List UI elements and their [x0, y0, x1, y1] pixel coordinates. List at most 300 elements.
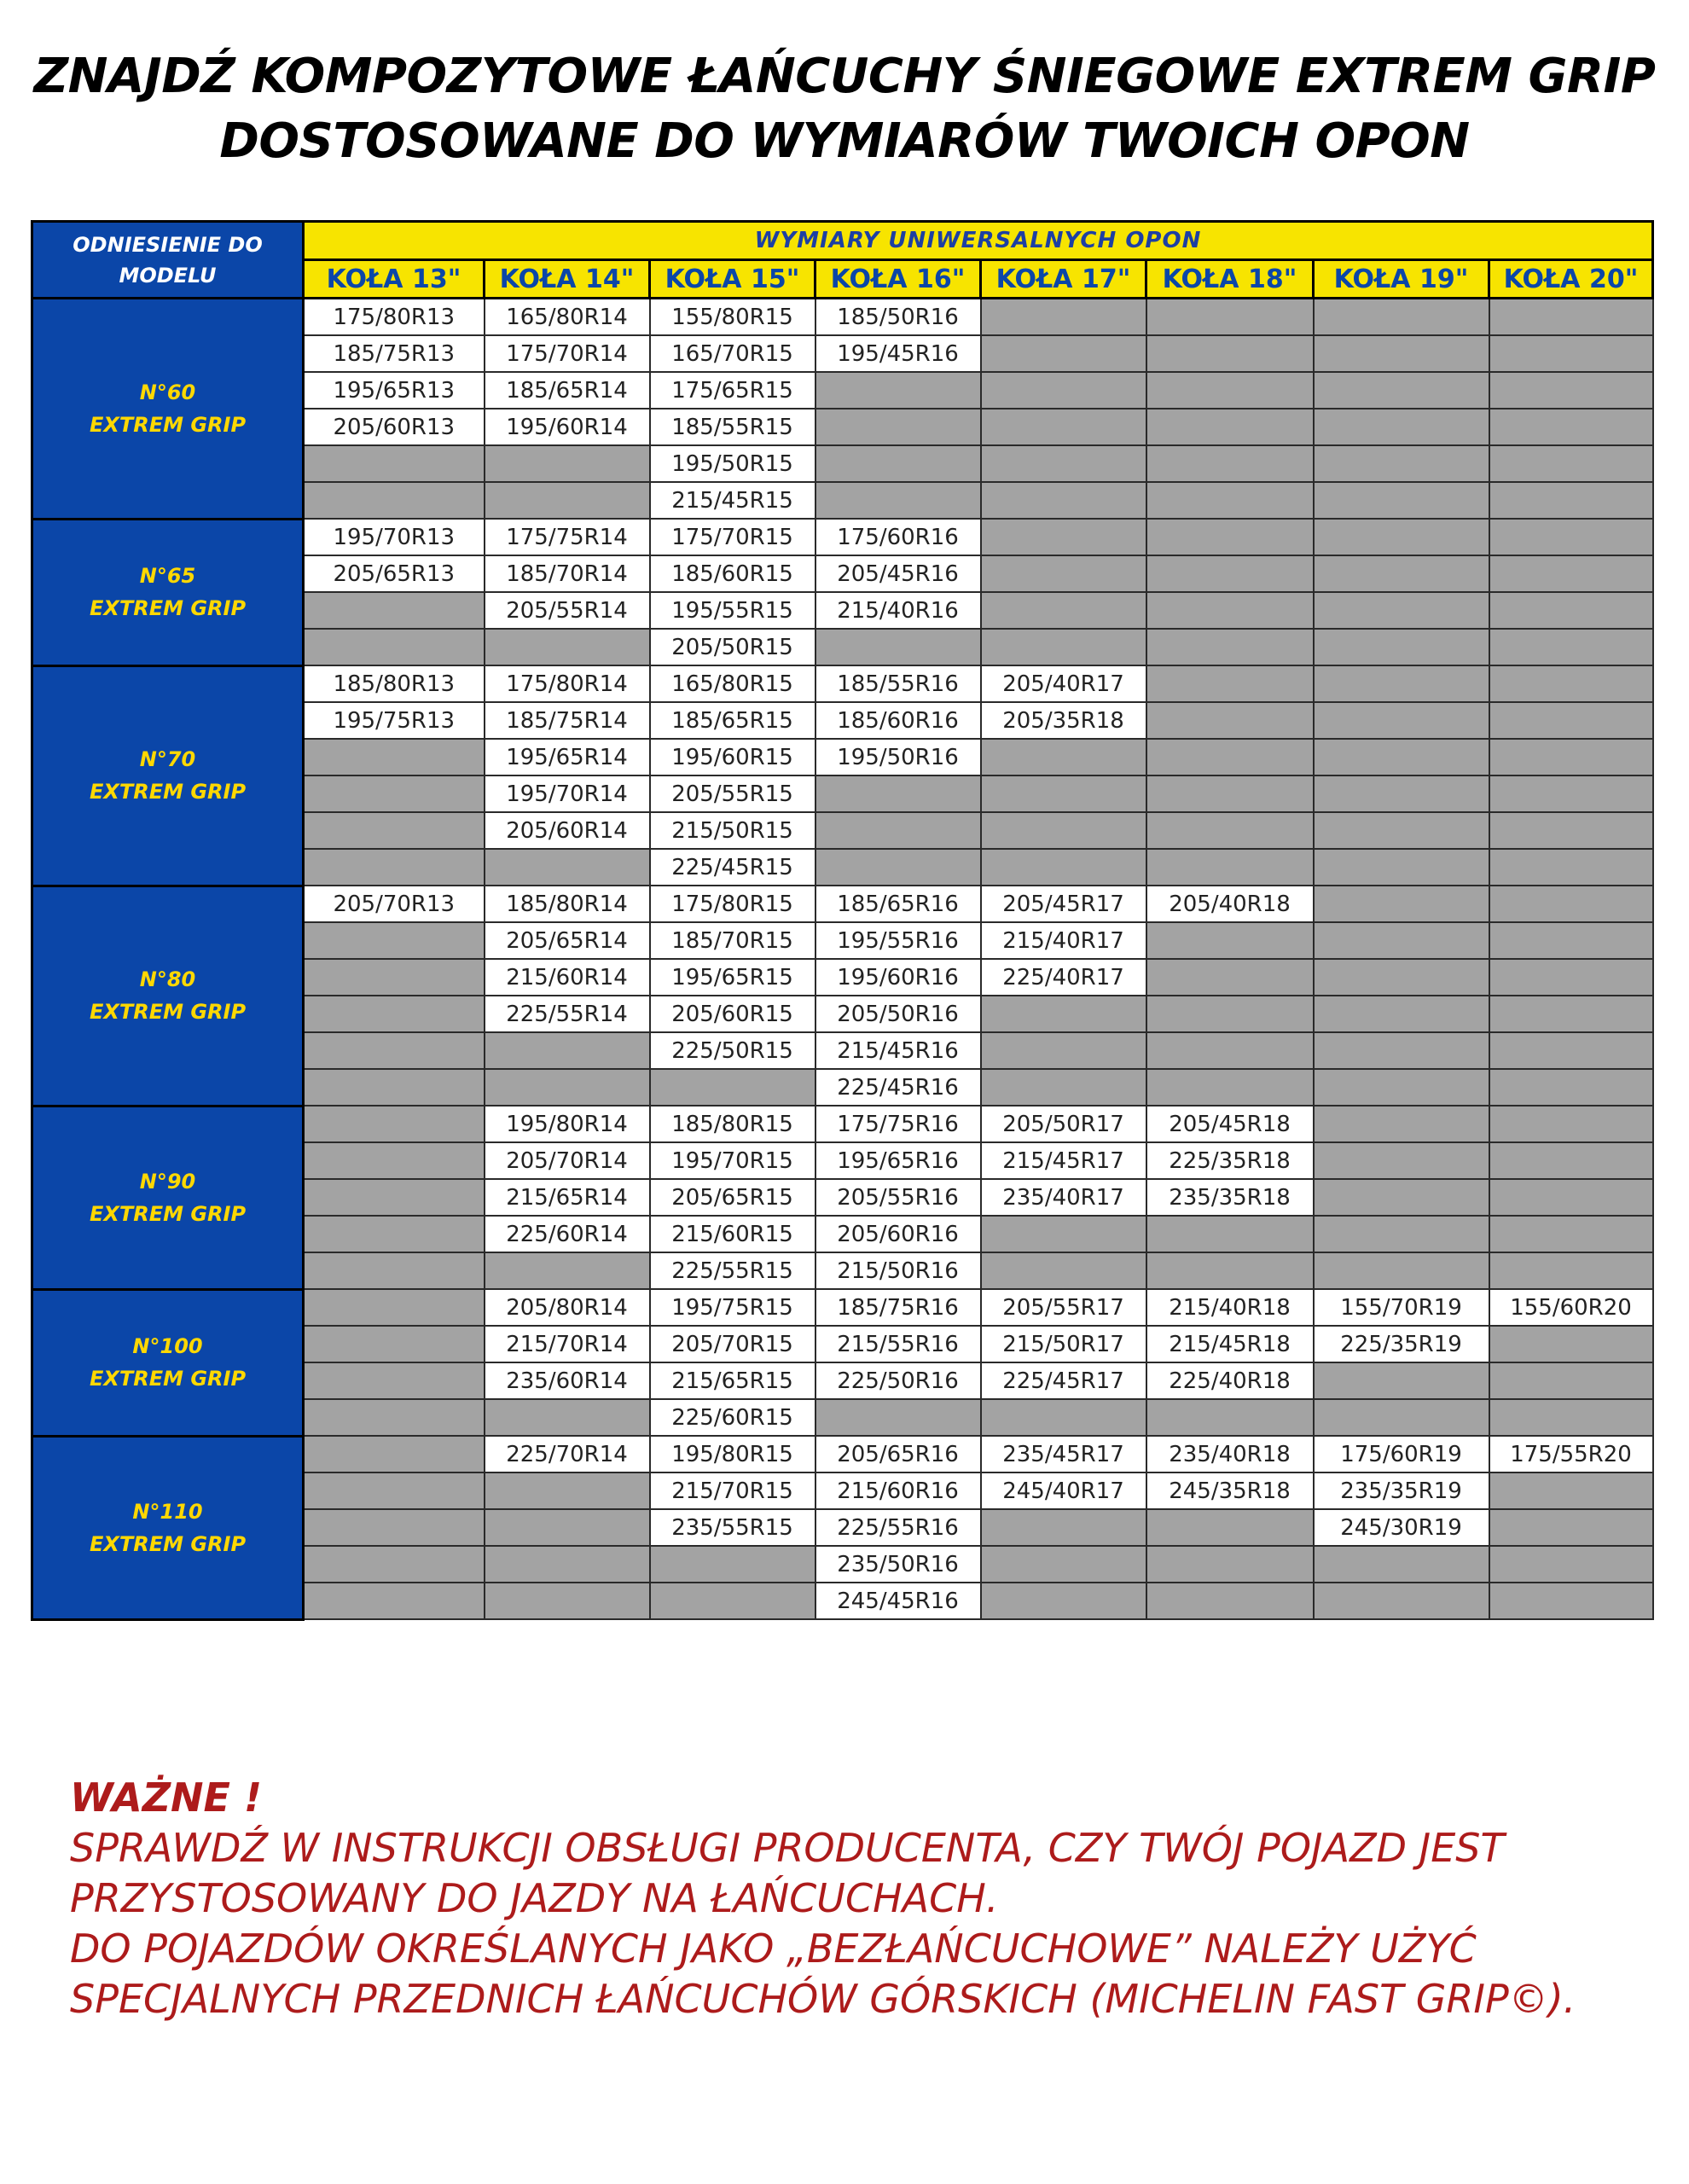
- empty-cell: [485, 1399, 650, 1436]
- empty-cell: [1314, 996, 1489, 1032]
- tire-size-cell: 185/75R13: [304, 335, 485, 372]
- tire-size-cell: 175/60R16: [815, 519, 981, 555]
- tire-size-cell: 205/50R15: [650, 629, 815, 665]
- model-number: N°70: [139, 747, 196, 771]
- title-line-1: ZNAJDŹ KOMPOZYTOWE ŁAŃCUCHY ŚNIEGOWE EXTREM GRIP: [33, 49, 1656, 104]
- empty-cell: [815, 409, 981, 445]
- empty-cell: [1489, 775, 1653, 812]
- table-body: [32, 299, 1653, 1620]
- empty-cell: [1146, 922, 1314, 959]
- tire-size-cell: 235/40R17: [981, 1179, 1146, 1216]
- tire-size-cell: 185/55R15: [650, 409, 815, 445]
- empty-cell: [1314, 886, 1489, 922]
- model-name: EXTREM GRIP: [89, 780, 247, 804]
- model-cell: [32, 299, 304, 520]
- empty-cell: [981, 812, 1146, 849]
- empty-cell: [304, 1252, 485, 1289]
- empty-cell: [981, 445, 1146, 482]
- model-header-line-2: MODELU: [119, 263, 217, 288]
- tire-size-cell: 195/75R13: [304, 702, 485, 739]
- tire-size-cell: 225/40R17: [981, 959, 1146, 996]
- tire-size-cell: 205/65R16: [815, 1436, 981, 1472]
- empty-cell: [1489, 922, 1653, 959]
- model-name: EXTREM GRIP: [89, 1201, 247, 1226]
- empty-cell: [1489, 1546, 1653, 1583]
- tire-size-cell: 195/60R14: [485, 409, 650, 445]
- empty-cell: [1146, 1546, 1314, 1583]
- empty-cell: [485, 1546, 650, 1583]
- tire-size-cell: 215/40R18: [1146, 1289, 1314, 1326]
- tire-size-cell: 175/75R14: [485, 519, 650, 555]
- empty-cell: [304, 592, 485, 629]
- tire-size-cell: 155/80R15: [650, 299, 815, 336]
- empty-cell: [485, 1472, 650, 1509]
- empty-cell: [981, 1509, 1146, 1546]
- model-cell: [32, 519, 304, 665]
- tire-size-cell: 225/70R14: [485, 1436, 650, 1472]
- empty-cell: [1146, 739, 1314, 775]
- empty-cell: [304, 1142, 485, 1179]
- empty-cell: [304, 1399, 485, 1436]
- note-line: SPRAWDŹ W INSTRUKCJI OBSŁUGI PRODUCENTA, CZY TWÓJ POJAZD JEST: [70, 1825, 1505, 1871]
- table-row: [32, 299, 1653, 336]
- empty-cell: [1146, 592, 1314, 629]
- tire-size-cell: 175/65R15: [650, 372, 815, 409]
- empty-cell: [1146, 555, 1314, 592]
- tire-size-cell: 195/75R15: [650, 1289, 815, 1326]
- tire-size-cell: 205/50R16: [815, 996, 981, 1032]
- tire-size-cell: 215/60R14: [485, 959, 650, 996]
- empty-cell: [1146, 519, 1314, 555]
- empty-cell: [304, 1583, 485, 1619]
- tire-size-cell: 195/70R15: [650, 1142, 815, 1179]
- page-title: [0, 44, 1689, 174]
- tire-size-cell: 165/80R15: [650, 665, 815, 702]
- empty-cell: [815, 482, 981, 519]
- empty-cell: [1489, 1032, 1653, 1069]
- empty-cell: [1489, 482, 1653, 519]
- header-row-1: [32, 222, 1653, 260]
- empty-cell: [981, 1252, 1146, 1289]
- empty-cell: [304, 1509, 485, 1546]
- note-line: DO POJAZDÓW OKREŚLANYCH JAKO „BEZŁAŃCUCHOWE” NALEŻY UŻYĆ: [70, 1926, 1477, 1972]
- empty-cell: [1146, 996, 1314, 1032]
- empty-cell: [1489, 702, 1653, 739]
- empty-cell: [981, 299, 1146, 336]
- tire-size-cell: 195/55R15: [650, 592, 815, 629]
- tire-size-cell: 225/35R19: [1314, 1326, 1489, 1362]
- tire-size-cell: 215/45R18: [1146, 1326, 1314, 1362]
- tire-size-cell: 215/45R17: [981, 1142, 1146, 1179]
- empty-cell: [1314, 555, 1489, 592]
- empty-cell: [815, 849, 981, 886]
- tire-size-cell: 185/60R15: [650, 555, 815, 592]
- empty-cell: [1146, 959, 1314, 996]
- empty-cell: [304, 996, 485, 1032]
- empty-cell: [304, 739, 485, 775]
- empty-cell: [1489, 886, 1653, 922]
- tire-size-cell: 215/55R16: [815, 1326, 981, 1362]
- empty-cell: [1314, 629, 1489, 665]
- empty-cell: [1314, 372, 1489, 409]
- column-header: KOŁA 18": [1146, 260, 1314, 299]
- empty-cell: [981, 629, 1146, 665]
- tire-sizes-group-header: WYMIARY UNIWERSALNYCH OPON: [304, 222, 1653, 260]
- empty-cell: [1146, 1252, 1314, 1289]
- empty-cell: [1146, 775, 1314, 812]
- tire-size-cell: 205/60R13: [304, 409, 485, 445]
- tire-size-cell: 205/40R18: [1146, 886, 1314, 922]
- tire-size-cell: 175/70R14: [485, 335, 650, 372]
- empty-cell: [1489, 445, 1653, 482]
- empty-cell: [981, 555, 1146, 592]
- tire-size-cell: 195/65R15: [650, 959, 815, 996]
- empty-cell: [1489, 1252, 1653, 1289]
- tire-size-cell: 195/80R14: [485, 1106, 650, 1142]
- tire-size-cell: 235/55R15: [650, 1509, 815, 1546]
- empty-cell: [1314, 739, 1489, 775]
- note-line: SPECJALNYCH PRZEDNICH ŁAŃCUCHÓW GÓRSKICH (MICHELIN FAST GRIP©).: [70, 1976, 1576, 2022]
- tire-size-cell: 205/70R15: [650, 1326, 815, 1362]
- column-header: KOŁA 14": [485, 260, 650, 299]
- important-note: [70, 1773, 1576, 2024]
- tire-size-cell: 215/40R16: [815, 592, 981, 629]
- empty-cell: [1314, 1069, 1489, 1106]
- empty-cell: [1489, 849, 1653, 886]
- tire-size-cell: 235/40R18: [1146, 1436, 1314, 1472]
- model-name: EXTREM GRIP: [89, 1000, 247, 1024]
- tire-size-cell: 195/50R15: [650, 445, 815, 482]
- empty-cell: [304, 1216, 485, 1252]
- tire-size-cell: 215/70R14: [485, 1326, 650, 1362]
- empty-cell: [1314, 409, 1489, 445]
- empty-cell: [981, 1069, 1146, 1106]
- column-header: KOŁA 17": [981, 260, 1146, 299]
- tire-size-cell: 215/60R16: [815, 1472, 981, 1509]
- tire-size-cell: 215/65R15: [650, 1362, 815, 1399]
- empty-cell: [981, 775, 1146, 812]
- empty-cell: [304, 849, 485, 886]
- empty-cell: [1146, 445, 1314, 482]
- tire-size-cell: 215/45R15: [650, 482, 815, 519]
- empty-cell: [1489, 1216, 1653, 1252]
- tire-size-cell: 195/50R16: [815, 739, 981, 775]
- empty-cell: [981, 592, 1146, 629]
- model-header-line-1: ODNIESIENIE DO: [73, 232, 263, 257]
- empty-cell: [1146, 629, 1314, 665]
- tire-size-cell: 175/75R16: [815, 1106, 981, 1142]
- empty-cell: [1146, 665, 1314, 702]
- column-header: KOŁA 15": [650, 260, 815, 299]
- empty-cell: [485, 445, 650, 482]
- model-number: N°110: [132, 1499, 203, 1524]
- empty-cell: [1489, 1106, 1653, 1142]
- tire-size-cell: 155/60R20: [1489, 1289, 1653, 1326]
- empty-cell: [1146, 299, 1314, 336]
- tire-size-cell: 195/55R16: [815, 922, 981, 959]
- empty-cell: [650, 1069, 815, 1106]
- empty-cell: [650, 1583, 815, 1619]
- tire-size-cell: 205/65R15: [650, 1179, 815, 1216]
- tire-size-cell: 205/55R14: [485, 592, 650, 629]
- empty-cell: [981, 1216, 1146, 1252]
- table-row: [32, 1106, 1653, 1142]
- table-row: [32, 1289, 1653, 1326]
- note-line: PRZYSTOSOWANY DO JAZDY NA ŁAŃCUCHACH.: [70, 1875, 999, 1921]
- model-number: N°80: [139, 967, 196, 991]
- tire-size-cell: 235/60R14: [485, 1362, 650, 1399]
- empty-cell: [981, 1546, 1146, 1583]
- empty-cell: [304, 812, 485, 849]
- tire-size-cell: 235/35R18: [1146, 1179, 1314, 1216]
- tire-size-cell: 205/40R17: [981, 665, 1146, 702]
- column-header: KOŁA 20": [1489, 260, 1653, 299]
- empty-cell: [1489, 1326, 1653, 1362]
- empty-cell: [304, 1106, 485, 1142]
- model-cell: [32, 1106, 304, 1289]
- empty-cell: [1314, 445, 1489, 482]
- column-header: KOŁA 19": [1314, 260, 1489, 299]
- tire-size-cell: 225/60R15: [650, 1399, 815, 1436]
- tire-size-cell: 185/80R14: [485, 886, 650, 922]
- empty-cell: [1489, 629, 1653, 665]
- tire-size-cell: 155/70R19: [1314, 1289, 1489, 1326]
- tire-size-cell: 195/65R13: [304, 372, 485, 409]
- empty-cell: [1489, 409, 1653, 445]
- empty-cell: [304, 1362, 485, 1399]
- empty-cell: [1146, 1509, 1314, 1546]
- empty-cell: [304, 445, 485, 482]
- model-number: N°100: [132, 1334, 203, 1358]
- tire-size-cell: 215/70R15: [650, 1472, 815, 1509]
- model-name: EXTREM GRIP: [89, 596, 247, 620]
- tire-size-cell: 205/45R16: [815, 555, 981, 592]
- tire-size-cell: 195/45R16: [815, 335, 981, 372]
- model-number: N°65: [139, 564, 196, 588]
- empty-cell: [1489, 1069, 1653, 1106]
- tire-size-cell: 195/65R16: [815, 1142, 981, 1179]
- tire-size-cell: 185/70R15: [650, 922, 815, 959]
- empty-cell: [1314, 1362, 1489, 1399]
- empty-cell: [1314, 849, 1489, 886]
- tire-size-cell: 205/45R18: [1146, 1106, 1314, 1142]
- tire-size-table: [31, 220, 1654, 1621]
- tire-size-cell: 215/50R16: [815, 1252, 981, 1289]
- empty-cell: [1314, 335, 1489, 372]
- empty-cell: [304, 1326, 485, 1362]
- tire-size-cell: 175/80R13: [304, 299, 485, 336]
- tire-size-cell: 205/35R18: [981, 702, 1146, 739]
- column-header: KOŁA 16": [815, 260, 981, 299]
- model-cell: [32, 1436, 304, 1619]
- tire-size-cell: 235/35R19: [1314, 1472, 1489, 1509]
- note-heading: WAŻNE !: [70, 1774, 262, 1821]
- tire-size-cell: 195/70R13: [304, 519, 485, 555]
- tire-size-cell: 185/75R14: [485, 702, 650, 739]
- tire-size-cell: 175/70R15: [650, 519, 815, 555]
- empty-cell: [1489, 335, 1653, 372]
- empty-cell: [304, 1069, 485, 1106]
- empty-cell: [304, 922, 485, 959]
- empty-cell: [1314, 1179, 1489, 1216]
- empty-cell: [1314, 812, 1489, 849]
- empty-cell: [1146, 409, 1314, 445]
- tire-size-cell: 205/65R14: [485, 922, 650, 959]
- tire-size-cell: 195/60R16: [815, 959, 981, 996]
- empty-cell: [1314, 1216, 1489, 1252]
- empty-cell: [1489, 996, 1653, 1032]
- empty-cell: [304, 1546, 485, 1583]
- empty-cell: [485, 849, 650, 886]
- empty-cell: [1489, 739, 1653, 775]
- empty-cell: [1314, 519, 1489, 555]
- empty-cell: [815, 445, 981, 482]
- empty-cell: [1314, 775, 1489, 812]
- tire-size-cell: 225/60R14: [485, 1216, 650, 1252]
- empty-cell: [815, 1399, 981, 1436]
- tire-size-cell: 205/55R17: [981, 1289, 1146, 1326]
- empty-cell: [1146, 1069, 1314, 1106]
- tire-size-cell: 215/60R15: [650, 1216, 815, 1252]
- empty-cell: [1314, 1399, 1489, 1436]
- tire-size-cell: 245/35R18: [1146, 1472, 1314, 1509]
- tire-size-cell: 245/40R17: [981, 1472, 1146, 1509]
- empty-cell: [304, 1032, 485, 1069]
- empty-cell: [981, 372, 1146, 409]
- empty-cell: [1489, 1179, 1653, 1216]
- tire-size-cell: 225/50R15: [650, 1032, 815, 1069]
- empty-cell: [1314, 665, 1489, 702]
- model-number: N°60: [139, 380, 196, 404]
- empty-cell: [1314, 702, 1489, 739]
- tire-size-cell: 225/40R18: [1146, 1362, 1314, 1399]
- empty-cell: [1489, 959, 1653, 996]
- empty-cell: [1314, 1142, 1489, 1179]
- empty-cell: [1314, 482, 1489, 519]
- tire-size-cell: 215/65R14: [485, 1179, 650, 1216]
- tire-size-cell: 185/65R14: [485, 372, 650, 409]
- empty-cell: [1146, 1583, 1314, 1619]
- empty-cell: [1489, 1362, 1653, 1399]
- empty-cell: [815, 775, 981, 812]
- tire-size-cell: 225/55R14: [485, 996, 650, 1032]
- empty-cell: [485, 1032, 650, 1069]
- tire-size-cell: 205/55R15: [650, 775, 815, 812]
- tire-size-cell: 185/75R16: [815, 1289, 981, 1326]
- empty-cell: [1146, 335, 1314, 372]
- tire-size-cell: 185/60R16: [815, 702, 981, 739]
- tire-size-cell: 245/45R16: [815, 1583, 981, 1619]
- model-name: EXTREM GRIP: [89, 1367, 247, 1391]
- empty-cell: [981, 849, 1146, 886]
- empty-cell: [981, 409, 1146, 445]
- empty-cell: [981, 1583, 1146, 1619]
- empty-cell: [1489, 1583, 1653, 1619]
- tire-size-cell: 205/70R13: [304, 886, 485, 922]
- tire-size-cell: 165/80R14: [485, 299, 650, 336]
- tire-size-cell: 225/35R18: [1146, 1142, 1314, 1179]
- tire-size-cell: 205/45R17: [981, 886, 1146, 922]
- tire-size-cell: 165/70R15: [650, 335, 815, 372]
- empty-cell: [1489, 1472, 1653, 1509]
- model-cell: [32, 886, 304, 1106]
- empty-cell: [485, 1509, 650, 1546]
- tire-size-cell: 215/45R16: [815, 1032, 981, 1069]
- empty-cell: [485, 1069, 650, 1106]
- empty-cell: [1489, 519, 1653, 555]
- title-line-2: DOSTOSOWANE DO WYMIARÓW TWOICH OPON: [219, 113, 1470, 169]
- column-header: KOŁA 13": [304, 260, 485, 299]
- empty-cell: [1314, 299, 1489, 336]
- tire-size-cell: 175/80R15: [650, 886, 815, 922]
- tire-size-cell: 225/45R16: [815, 1069, 981, 1106]
- tire-size-cell: 245/30R19: [1314, 1509, 1489, 1546]
- tire-size-cell: 195/80R15: [650, 1436, 815, 1472]
- empty-cell: [304, 482, 485, 519]
- tire-size-cell: 205/80R14: [485, 1289, 650, 1326]
- tire-size-cell: 225/50R16: [815, 1362, 981, 1399]
- tire-size-cell: 205/60R14: [485, 812, 650, 849]
- tire-size-cell: 195/70R14: [485, 775, 650, 812]
- empty-cell: [304, 1436, 485, 1472]
- tire-size-cell: 185/80R15: [650, 1106, 815, 1142]
- empty-cell: [304, 1472, 485, 1509]
- tire-size-cell: 225/55R15: [650, 1252, 815, 1289]
- empty-cell: [981, 335, 1146, 372]
- tire-size-cell: 235/50R16: [815, 1546, 981, 1583]
- empty-cell: [1146, 1399, 1314, 1436]
- tire-size-cell: 185/65R16: [815, 886, 981, 922]
- empty-cell: [304, 959, 485, 996]
- table-row: [32, 1436, 1653, 1472]
- empty-cell: [1146, 702, 1314, 739]
- empty-cell: [815, 372, 981, 409]
- empty-cell: [1314, 1106, 1489, 1142]
- tire-size-cell: 225/45R17: [981, 1362, 1146, 1399]
- tire-size-cell: 215/40R17: [981, 922, 1146, 959]
- empty-cell: [1146, 812, 1314, 849]
- tire-size-cell: 185/80R13: [304, 665, 485, 702]
- empty-cell: [1314, 959, 1489, 996]
- empty-cell: [485, 1583, 650, 1619]
- tire-size-cell: 205/50R17: [981, 1106, 1146, 1142]
- table-row: [32, 665, 1653, 702]
- tire-size-cell: 215/50R17: [981, 1326, 1146, 1362]
- empty-cell: [981, 1399, 1146, 1436]
- tire-size-cell: 175/60R19: [1314, 1436, 1489, 1472]
- empty-cell: [1489, 812, 1653, 849]
- model-reference-header: [32, 222, 304, 299]
- empty-cell: [981, 739, 1146, 775]
- tire-size-cell: 225/55R16: [815, 1509, 981, 1546]
- model-number: N°90: [139, 1169, 196, 1194]
- tire-size-cell: 195/60R15: [650, 739, 815, 775]
- table-row: [32, 519, 1653, 555]
- empty-cell: [1314, 592, 1489, 629]
- empty-cell: [1489, 372, 1653, 409]
- empty-cell: [1489, 1509, 1653, 1546]
- tire-size-cell: 225/45R15: [650, 849, 815, 886]
- empty-cell: [1489, 1142, 1653, 1179]
- tire-size-cell: 205/60R16: [815, 1216, 981, 1252]
- tire-size-cell: 205/65R13: [304, 555, 485, 592]
- empty-cell: [1489, 1399, 1653, 1436]
- tire-size-cell: 185/50R16: [815, 299, 981, 336]
- empty-cell: [650, 1546, 815, 1583]
- model-name: EXTREM GRIP: [89, 412, 247, 437]
- empty-cell: [815, 629, 981, 665]
- tire-size-cell: 195/65R14: [485, 739, 650, 775]
